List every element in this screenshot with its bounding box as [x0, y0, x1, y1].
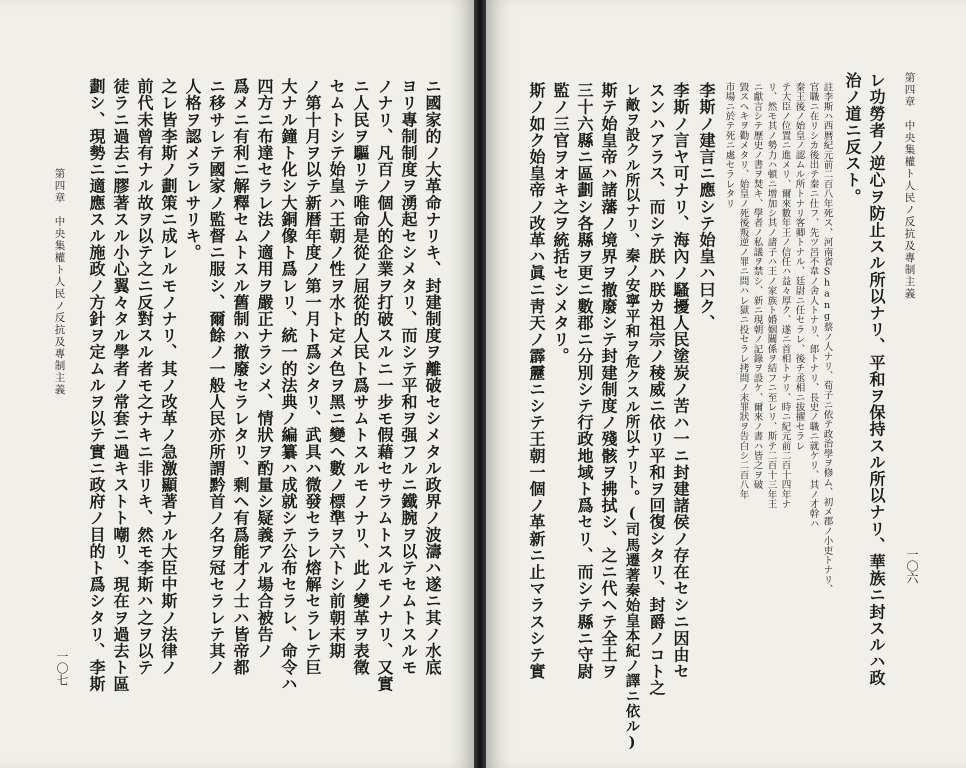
text-column: セムトシテ始皇ハ王朝ノ性ヲ水ト定メ色ヲ黑ニ變ヘ數ノ標準ヲ六トシ前朝末期 [327, 78, 346, 659]
footnote-column: ニ獻言シテ歷史ノ書ヲ焚キ、學者ノ私議ヲ禁シ、新ニ現朝ノ記錄ヲ設ケ、爾來ノ書ハ皆之ヲ破 [751, 82, 763, 490]
footnote-column: 秦王後ノ始皇ノ認ムル所トナリ客卿トナル、廷尉ニ任セラレ、後チ丞相ニ拔擢セラレ [793, 82, 805, 451]
text-column: 爲メニ有利ニ解釋セムトスル舊制ハ撤廢セラレタリ、剩ヘ有爲能才ノ士ハ皆帝都 [231, 78, 250, 676]
right-page-header: 第四章 中央集權ト人民ノ反抗及專制主義 [903, 72, 916, 300]
text-column: 斯テ始皇帝ハ諸藩ノ境界ヲ撤廢シテ封建制度ノ殘骸ヲ拂拭シ、之ニ代ヘテ全土ヲ [599, 82, 618, 680]
text-column: ニ國家的ノ大革命ナリキ、封建制度ヲ離破セシメタル政界ノ波濤ハ遂ニ其ノ水底 [423, 78, 442, 676]
left-page [0, 0, 474, 768]
text-column: 徒ラニ過去ニ膠著スル小心翼々タル學者ノ常套ニ過キストト嘲リ、現在ヲ過去ト區 [111, 78, 130, 693]
text-column: ニ人民ヲ驅リテ唯命是從ノ屈從的人民ト爲サムトスルモノナリ、此ノ變革ヲ表徵 [351, 78, 370, 676]
text-column: 監ノ三官ヲオキ之ヲ統括セシメタリ。 [551, 82, 570, 365]
text-column: 劃シ、現勢ニ適應スル施政ノ方針ヲ定ムルヲ以テ實ニ政府ノ目的ト爲シタリ、李斯 [87, 78, 106, 693]
text-column: 四方ニ布達セラレ法ノ適用ヲ嚴正ナラシメ、情狀ヲ酌量シ疑義アル場合被告ノ [255, 78, 274, 659]
text-column: 李斯ノ建言ニ應シテ始皇ハ曰ク、 [697, 82, 716, 331]
left-page-number: 一〇七 [55, 650, 69, 686]
footnote-column: テ大臣ノ位置ニ進メリ、爾來數年王ノ信任ハ益々厚ク、遂ニ首相トナリ、時ニ紀元前二百十四年ナ [779, 82, 791, 509]
text-column: ヨリ專制制度ヲ湧起セシメタリ、而シテ平和ヲ强フルニ鐵腕ヲ以テセムトスルモ [399, 78, 418, 676]
text-column: 之レ皆李斯ノ劃策ニ成レルモノナリ、其ノ改革ノ急激顯著ナル大臣中斯ノ法律ノ [159, 78, 178, 676]
footnote-column: 官職ニ在リシカ後出テ秦ニ仕フ、先ツ呂不韋ノ舍人トナリ、郎トナリ、長史ノ職ニ就ケリ、其ノ才幹ハ [807, 82, 819, 529]
text-column: 三十六縣ニ區劃シ各縣ヲ更ニ數郡ニ分別シテ行政地域ト爲セリ、而シテ縣ニ守尉 [575, 82, 594, 680]
text-column: ニ移サレテ國家ノ監督ニ服シ、爾餘ノ一般人民亦所謂黔首ノ名ヲ冠セラレテ其ノ [207, 78, 226, 676]
text-column: ノ第十月ヲ以テ新暦年度ノ第一月ト爲シタリ、武具ハ微發セラレ熔解セラレテ巨 [303, 78, 322, 676]
text-column: スンハアラス、而シテ朕ハ朕カ祖宗ノ稜威ニ依リ平和ヲ回復シタリ、封爵ノコト之 [647, 82, 666, 697]
text-column: レ敵ヲ設クル所以ナリ、秦ノ安寧平和ヲ危クスル所以ナリト。(司馬遷著秦始皇本紀ノ譯ニ依ル) [623, 82, 641, 752]
footnote-column: 市場ニ於テ死ニ處セラレタリ [723, 82, 735, 209]
text-column: ノナリ、凡百ノ個人的企業ヲ打破スルニ一步モ假藉セサラムトスルモノナリ、又實 [375, 78, 394, 693]
text-column: 治ノ道ニ反スト。 [843, 72, 862, 205]
text-column: 李斯ノ言ヤ可ナリ、海內ノ騷擾人民塗炭ノ苦ハ一ニ封建諸侯ノ存在セシニ因由セ [671, 82, 690, 680]
text-column: 前代未曾有ナル故ヲ以テ之ニ反對スル者モ之ナキニ非リキ、然モ李斯ハ之ヲ以テ [135, 78, 154, 676]
right-page [486, 0, 966, 768]
right-page-number: 一〇六 [905, 548, 919, 584]
text-column: 斯ノ如ク始皇帝ノ改革ハ眞ニ靑天ノ霹靂ニシテ王朝一個ノ革新ニ止マラスシテ實 [527, 82, 546, 680]
footnote-column: リ、然モ其ノ勢力ハ頓ニ增加シ其ノ諸子ハ王ノ家族ト婚姻關係ヲ結フニ至レリ、斯テ二百十三年王 [765, 82, 777, 509]
book-gutter [474, 0, 486, 768]
left-page-header: 第四章 中央集權ト人民ノ反抗及專制主義 [53, 168, 66, 396]
footnote-column: 註李斯ハ西暦紀元前二百八年死ス、河南省Shang蔡ノ人ナリ、荀子ニ依テ政治學ヲ修ム、初メ郡ノ小吏トナリ、 [821, 82, 833, 594]
text-column: 人格ヲ認メラレサリキ。 [183, 78, 202, 261]
footnote-column: 毀スヘキヲ勸メタリ、始皇ノ死後叛逆ノ罪ニ問ハレ獄ニ投セラレ拷問ノ末罪狀ヲ告白シ二百八年 [737, 82, 749, 500]
text-column: 大ナル鐘ト化シ大銅像ト爲レリ、統一的法典ノ編纂ハ成就シテ公布セラレ、命令ハ [279, 78, 298, 693]
text-column: レ功勞者ノ逆心ヲ防止スル所以ナリ、平和ヲ保持スル所以ナリ、華族ニ封スルハ政 [867, 72, 886, 687]
